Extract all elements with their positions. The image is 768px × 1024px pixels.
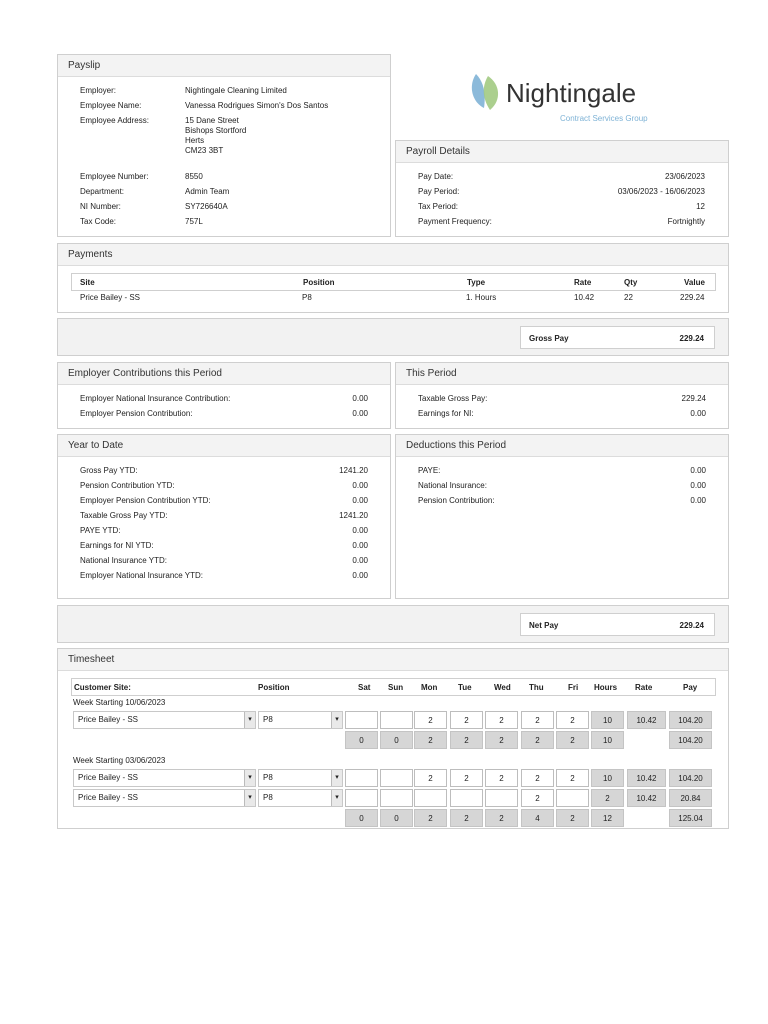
employer-value: Nightingale Cleaning Limited: [185, 86, 287, 95]
timesheet-header-fri: Fri: [568, 683, 579, 692]
employer-contributions-title: Employer Contributions this Period: [58, 363, 390, 385]
day-input-thu[interactable]: 2: [521, 711, 554, 729]
total-sun: 0: [380, 809, 413, 827]
day-input-sun[interactable]: [380, 769, 413, 787]
timesheet-header: [71, 678, 716, 696]
net-pay-label: Net Pay: [529, 621, 559, 630]
rate-cell: 10.42: [627, 789, 666, 807]
chevron-down-icon: ▾: [244, 712, 255, 728]
ytd-label: Pension Contribution YTD:: [80, 481, 175, 490]
this-period-value: 229.24: [681, 394, 706, 403]
chevron-down-icon: ▾: [331, 770, 342, 786]
ytd-value: 0.00: [352, 541, 368, 550]
day-input-wed[interactable]: [485, 789, 518, 807]
timesheet-title: Timesheet: [58, 649, 728, 671]
deductions-title: Deductions this Period: [396, 435, 728, 457]
ytd-label: Taxable Gross Pay YTD:: [80, 511, 168, 520]
chevron-down-icon: ▾: [331, 790, 342, 806]
timesheet-header-customer-site: Customer Site:: [74, 683, 131, 692]
employer-contribution-value: 0.00: [352, 409, 368, 418]
day-input-sat[interactable]: [345, 711, 378, 729]
payroll-detail-label: Tax Period:: [418, 202, 459, 211]
week-label: Week Starting 03/06/2023: [73, 756, 166, 765]
ytd-label: Earnings for NI YTD:: [80, 541, 154, 550]
logo-name: Nightingale: [506, 78, 637, 108]
site-select[interactable]: [73, 711, 256, 729]
net-pay-box: [520, 613, 715, 636]
payments-header-site: Site: [80, 278, 95, 287]
chevron-down-icon: ▾: [331, 712, 342, 728]
timesheet-header-wed: Wed: [494, 683, 511, 692]
payment-qty: 22: [624, 293, 633, 302]
position-select-value: P8: [263, 793, 273, 802]
ytd-value: 0.00: [352, 481, 368, 490]
timesheet-header-thu: Thu: [529, 683, 544, 692]
total-thu: 4: [521, 809, 554, 827]
payment-position: P8: [302, 293, 312, 302]
total-sat: 0: [345, 809, 378, 827]
this-period-title: This Period: [396, 363, 728, 385]
day-input-mon[interactable]: 2: [414, 711, 447, 729]
day-input-tue[interactable]: 2: [450, 769, 483, 787]
totals-row: [58, 809, 730, 827]
payroll-detail-value: 12: [696, 202, 705, 211]
total-mon: 2: [414, 809, 447, 827]
payment-type: 1. Hours: [466, 293, 497, 302]
totals-row: [58, 731, 730, 749]
net-pay-value: 229.24: [679, 621, 704, 630]
payments-header-qty: Qty: [624, 278, 638, 287]
day-input-mon[interactable]: [414, 789, 447, 807]
ytd-label: PAYE YTD:: [80, 526, 121, 535]
day-input-mon[interactable]: 2: [414, 769, 447, 787]
total-sun: 0: [380, 731, 413, 749]
total-tue: 2: [450, 731, 483, 749]
total-hours: 12: [591, 809, 624, 827]
ytd-value: 0.00: [352, 496, 368, 505]
payroll-detail-value: 03/06/2023 - 16/06/2023: [617, 187, 705, 196]
timesheet-header-mon: Mon: [421, 683, 438, 692]
rate-cell: 10.42: [627, 769, 666, 787]
ytd-label: Gross Pay YTD:: [80, 466, 138, 475]
payroll-detail-label: Pay Date:: [418, 172, 454, 181]
tax-code-label: Tax Code:: [80, 217, 117, 226]
total-pay: 104.20: [669, 731, 712, 749]
year-to-date-panel: [57, 434, 391, 599]
ytd-label: Employer National Insurance YTD:: [80, 571, 204, 580]
pay-cell: 20.84: [669, 789, 712, 807]
department-value: Admin Team: [185, 187, 230, 196]
address-line-4: CM23 3BT: [185, 146, 224, 155]
payroll-detail-value: Fortnightly: [667, 217, 705, 226]
payroll-detail-value: 23/06/2023: [664, 172, 705, 181]
ni-number-label: NI Number:: [80, 202, 121, 211]
pay-cell: 104.20: [669, 711, 712, 729]
logo-subtitle: Contract Services Group: [560, 114, 648, 123]
total-hours: 10: [591, 731, 624, 749]
total-wed: 2: [485, 731, 518, 749]
day-input-tue[interactable]: [450, 789, 483, 807]
gross-pay-panel: [57, 318, 729, 356]
rate-cell: 10.42: [627, 711, 666, 729]
payroll-detail-label: Pay Period:: [418, 187, 460, 196]
total-thu: 2: [521, 731, 554, 749]
payment-value: 229.24: [680, 293, 705, 302]
day-input-fri[interactable]: 2: [556, 711, 589, 729]
employee-number-label: Employee Number:: [80, 172, 149, 181]
employer-contribution-label: Employer National Insurance Contribution:: [80, 394, 231, 403]
total-mon: 2: [414, 731, 447, 749]
ytd-value: 1241.20: [339, 466, 368, 475]
chevron-down-icon: ▾: [244, 770, 255, 786]
site-select[interactable]: [73, 769, 256, 787]
day-input-sun[interactable]: [380, 789, 413, 807]
company-logo: [470, 70, 670, 130]
timesheet-header-tue: Tue: [458, 683, 472, 692]
payslip-title: Payslip: [58, 55, 390, 77]
total-tue: 2: [450, 809, 483, 827]
gross-pay-value: 229.24: [679, 334, 704, 343]
payments-panel: [57, 243, 729, 313]
pay-cell: 104.20: [669, 769, 712, 787]
tax-code-value: 757L: [185, 217, 203, 226]
deduction-label: PAYE:: [418, 466, 441, 475]
employee-name-value: Vanessa Rodrigues Simon's Dos Santos: [185, 101, 329, 110]
ytd-label: National Insurance YTD:: [80, 556, 168, 565]
day-input-thu[interactable]: 2: [521, 769, 554, 787]
site-select-value: Price Bailey - SS: [78, 773, 139, 782]
payslip-panel: [57, 54, 391, 237]
table-row: [58, 789, 730, 807]
day-input-wed[interactable]: 2: [485, 769, 518, 787]
day-input-wed[interactable]: 2: [485, 711, 518, 729]
deduction-value: 0.00: [690, 466, 706, 475]
day-input-fri[interactable]: 2: [556, 769, 589, 787]
total-wed: 2: [485, 809, 518, 827]
position-select[interactable]: [258, 769, 343, 787]
timesheet-header-rate: Rate: [635, 683, 653, 692]
payment-rate: 10.42: [574, 293, 595, 302]
address-line-2: Bishops Stortford: [185, 126, 247, 135]
day-input-fri[interactable]: [556, 789, 589, 807]
total-pay: 125.04: [669, 809, 712, 827]
ni-number-value: SY726640A: [185, 202, 228, 211]
hours-cell: 2: [591, 789, 624, 807]
position-select-value: P8: [263, 715, 273, 724]
timesheet-header-sun: Sun: [388, 683, 404, 692]
employer-label: Employer:: [80, 86, 117, 95]
day-input-sat[interactable]: [345, 769, 378, 787]
deductions-panel: [395, 434, 729, 599]
employee-number-value: 8550: [185, 172, 203, 181]
deduction-label: Pension Contribution:: [418, 496, 495, 505]
ytd-value: 1241.20: [339, 511, 368, 520]
chevron-down-icon: ▾: [244, 790, 255, 806]
total-sat: 0: [345, 731, 378, 749]
employer-contribution-value: 0.00: [352, 394, 368, 403]
payments-header-type: Type: [467, 278, 486, 287]
ytd-value: 0.00: [352, 556, 368, 565]
this-period-label: Taxable Gross Pay:: [418, 394, 488, 403]
hours-cell: 10: [591, 769, 624, 787]
employee-name-label: Employee Name:: [80, 101, 142, 110]
ytd-label: Employer Pension Contribution YTD:: [80, 496, 211, 505]
position-select[interactable]: [258, 711, 343, 729]
payroll-detail-label: Payment Frequency:: [418, 217, 492, 226]
payment-site: Price Bailey - SS: [80, 293, 141, 302]
hours-cell: 10: [591, 711, 624, 729]
payments-header-rate: Rate: [574, 278, 592, 287]
deduction-label: National Insurance:: [418, 481, 487, 490]
day-input-tue[interactable]: 2: [450, 711, 483, 729]
site-select[interactable]: [73, 789, 256, 807]
leaf-icon: [470, 72, 504, 112]
gross-pay-box: [520, 326, 715, 349]
employer-contribution-label: Employer Pension Contribution:: [80, 409, 193, 418]
ytd-value: 0.00: [352, 571, 368, 580]
this-period-panel: [395, 362, 729, 429]
site-select-value: Price Bailey - SS: [78, 715, 139, 724]
timesheet-header-pay: Pay: [683, 683, 698, 692]
timesheet-header-hours: Hours: [594, 683, 618, 692]
payroll-details-title: Payroll Details: [396, 141, 728, 163]
timesheet-header-sat: Sat: [358, 683, 371, 692]
gross-pay-label: Gross Pay: [529, 334, 569, 343]
table-row: [58, 769, 730, 787]
total-fri: 2: [556, 731, 589, 749]
timesheet-header-position: Position: [258, 683, 290, 692]
payments-title: Payments: [58, 244, 728, 266]
day-input-sat[interactable]: [345, 789, 378, 807]
net-pay-panel: [57, 605, 729, 643]
this-period-value: 0.00: [690, 409, 706, 418]
this-period-label: Earnings for NI:: [418, 409, 474, 418]
site-select-value: Price Bailey - SS: [78, 793, 139, 802]
position-select-value: P8: [263, 773, 273, 782]
day-input-thu[interactable]: 2: [521, 789, 554, 807]
table-row: [58, 711, 730, 729]
deduction-value: 0.00: [690, 481, 706, 490]
week-label: Week Starting 10/06/2023: [73, 698, 166, 707]
position-select[interactable]: [258, 789, 343, 807]
address-line-3: Herts: [185, 136, 205, 145]
address-line-1: 15 Dane Street: [185, 116, 239, 125]
payments-header-value: Value: [684, 278, 705, 287]
employer-contributions-panel: [57, 362, 391, 429]
deduction-value: 0.00: [690, 496, 706, 505]
timesheet-panel: [57, 648, 729, 829]
employee-address-label: Employee Address:: [80, 116, 149, 125]
year-to-date-title: Year to Date: [58, 435, 390, 457]
ytd-value: 0.00: [352, 526, 368, 535]
total-fri: 2: [556, 809, 589, 827]
department-label: Department:: [80, 187, 125, 196]
payments-header-position: Position: [303, 278, 335, 287]
day-input-sun[interactable]: [380, 711, 413, 729]
payments-table: [71, 273, 716, 291]
payroll-details-panel: [395, 140, 729, 237]
